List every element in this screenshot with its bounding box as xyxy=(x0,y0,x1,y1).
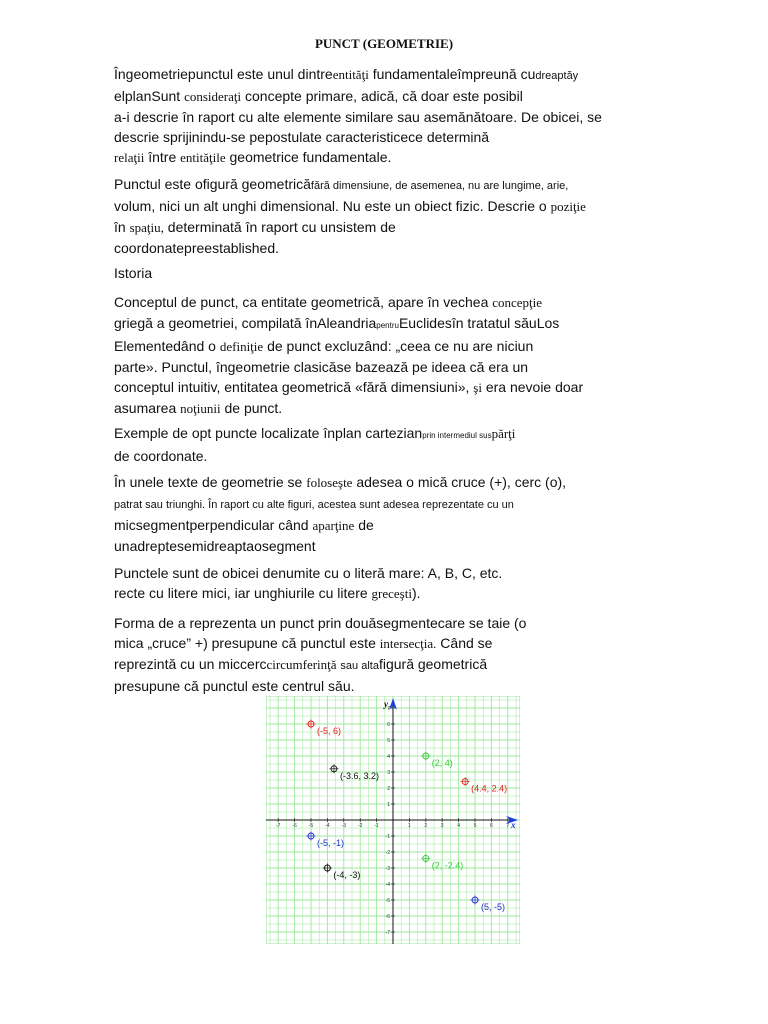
text-run: de xyxy=(354,517,374,533)
text-run: mica „cruce” +) presupune că punctul este xyxy=(114,635,380,651)
data-point-label: (-5, -1) xyxy=(317,838,344,848)
text-run: griegă a geometriei, compilată înAleandria xyxy=(114,315,377,331)
text-run: Când se xyxy=(436,635,493,651)
text-run: entităţi xyxy=(332,67,369,82)
cartesian-plane-chart xyxy=(266,696,520,944)
cartesian-plane-figure xyxy=(266,696,520,944)
text-run: Punctul este ofigură geometrică xyxy=(114,176,311,192)
text-line xyxy=(114,398,644,419)
text-run: concepţie xyxy=(492,295,543,310)
text-line xyxy=(114,536,644,556)
x-axis-label: x xyxy=(511,820,516,830)
y-tick-label: -7 xyxy=(385,930,390,936)
text-line xyxy=(114,174,644,196)
text-line xyxy=(114,472,644,493)
text-line xyxy=(114,127,644,147)
data-point-label: (-4, -3) xyxy=(333,870,361,880)
text-line xyxy=(114,676,644,696)
data-point-label: (5, -5) xyxy=(481,902,506,912)
text-run: era nevoie doar xyxy=(481,379,584,395)
x-tick-label: -4 xyxy=(325,823,330,829)
text-line xyxy=(114,423,644,446)
text-run: descrie sprijinindu-se pepostulate caracteristicece determină xyxy=(114,129,490,145)
text-line xyxy=(114,357,644,377)
text-run: părţi xyxy=(491,426,516,441)
text-run: ). xyxy=(411,585,421,601)
y-tick-label: -5 xyxy=(385,898,390,904)
text-run: pentru xyxy=(376,321,399,330)
text-run: figură geometrică xyxy=(378,656,488,672)
x-tick-label: 6 xyxy=(490,823,493,829)
text-run: între xyxy=(144,149,181,165)
text-run: entităţile xyxy=(180,150,226,165)
text-run: concepte primare, adică, că doar este posibil xyxy=(241,88,523,104)
y-tick-label: 3 xyxy=(387,770,390,776)
x-tick-label: -2 xyxy=(357,823,363,829)
text-run: dreaptăy xyxy=(535,70,579,82)
text-line xyxy=(114,493,644,515)
paragraph-definition xyxy=(114,174,644,258)
text-line xyxy=(114,633,644,654)
text-run: Euclidesîn tratatul săuLos xyxy=(398,315,560,331)
y-tick-label: 6 xyxy=(387,722,390,728)
text-run: asumarea xyxy=(114,400,181,416)
text-run: de punct. xyxy=(220,400,283,416)
text-line xyxy=(114,107,644,127)
text-run: relaţii xyxy=(114,150,145,165)
text-run: definiţie xyxy=(219,339,264,354)
text-line xyxy=(114,64,644,86)
data-point-label: (4.4, 2.4) xyxy=(471,783,508,794)
paragraph-intro xyxy=(114,64,644,168)
data-point-label: (-3.6, 3.2) xyxy=(339,770,379,781)
text-run: Istoria xyxy=(114,265,153,281)
text-run: Forma de a reprezenta un punct prin douăsegmentecare se taie (o xyxy=(114,615,527,631)
y-tick-label: -6 xyxy=(385,914,390,920)
text-line xyxy=(114,515,644,536)
y-tick-label: 2 xyxy=(387,786,390,792)
data-point-label: (2, 4) xyxy=(431,758,453,768)
text-line xyxy=(114,446,644,466)
text-run: Elementedând o xyxy=(114,338,220,354)
text-run: a-i descrie în raport cu alte elemente similare sau asemănătoare. De obicei, se xyxy=(114,109,602,125)
paragraph-naming xyxy=(114,563,644,604)
text-line xyxy=(114,563,644,583)
text-run: Punctele sunt de obicei denumite cu o literă mare: A, B, C, etc. xyxy=(114,565,503,581)
text-run: recte cu litere mici, iar unghiurile cu litere xyxy=(114,585,372,601)
text-run: prin intermediul sus xyxy=(422,431,492,440)
section-heading-history xyxy=(114,263,644,283)
text-run: geometrice fundamentale. xyxy=(225,149,392,165)
x-tick-label: -6 xyxy=(292,823,297,829)
text-run: determinată în raport cu unsistem de xyxy=(163,219,396,235)
text-run: unadreptesemidreaptaosegment xyxy=(114,538,316,554)
text-line xyxy=(114,263,644,283)
text-run: aparţine xyxy=(312,518,355,533)
y-tick-label: -3 xyxy=(385,866,390,872)
text-run: adesea o mică cruce (+), cerc (o), xyxy=(352,474,567,490)
text-run: consideraţi xyxy=(184,89,242,104)
text-run: micsegmentperpendicular când xyxy=(114,517,313,533)
text-run: conceptul intuitiv, entitatea geometrică «fără dimensiuni», xyxy=(114,379,474,395)
paragraph-examples xyxy=(114,423,644,466)
text-line xyxy=(114,377,644,398)
x-tick-label: 3 xyxy=(440,823,444,829)
text-run: în xyxy=(114,219,130,235)
x-tick-label: 4 xyxy=(457,823,460,829)
x-tick-label: -1 xyxy=(374,823,379,829)
data-point-label: (2, -2.4) xyxy=(431,860,464,871)
text-line xyxy=(114,613,644,633)
text-run: Îngeometriepunctul este unul dintre xyxy=(114,66,333,82)
text-line xyxy=(114,654,644,676)
text-run: de coordonate. xyxy=(114,448,208,464)
text-line xyxy=(114,336,644,357)
text-run: sau alta xyxy=(340,660,379,672)
text-line xyxy=(114,217,644,238)
text-line xyxy=(114,583,644,604)
text-run: noţiunii xyxy=(180,401,221,416)
x-tick-label: 1 xyxy=(408,823,411,829)
text-run: presupune că punctul este centrul său. xyxy=(114,678,355,694)
y-tick-label: 5 xyxy=(387,738,390,744)
text-run: patrat sau triunghi. În raport cu alte figuri, acestea sunt adesea reprezentate cu un xyxy=(114,499,514,511)
text-run: fundamentaleîmpreună cu xyxy=(368,66,536,82)
paragraph-history xyxy=(114,292,644,419)
y-tick-label: -4 xyxy=(385,882,390,888)
text-run: elplanSunt xyxy=(114,88,185,104)
x-tick-label: 5 xyxy=(473,823,477,829)
text-run: volum, nici un alt unghi dimensional. Nu este un obiect fizic. Descrie o xyxy=(114,198,551,214)
page-title: PUNCT (GEOMETRIE) xyxy=(314,36,454,51)
text-run: spaţiu, xyxy=(129,220,164,235)
y-tick-label: 1 xyxy=(387,802,390,808)
text-run: greceşti xyxy=(371,586,412,601)
text-line xyxy=(114,86,644,107)
text-run: În unele texte de geometrie se xyxy=(114,474,307,490)
text-run: Conceptul de punct, ca entitate geometrică, apare în vechea xyxy=(114,294,493,310)
y-tick-label: -1 xyxy=(385,834,390,840)
paragraph-representation xyxy=(114,613,644,696)
text-run: poziţie xyxy=(550,199,586,214)
y-tick-label: 7 xyxy=(387,706,390,712)
x-tick-label: -7 xyxy=(275,823,281,829)
text-run: fără dimensiune, de asemenea, nu are lungime, arie, xyxy=(310,180,569,192)
text-run: coordonatepreestablished. xyxy=(114,240,280,256)
text-run: parte». Punctul, îngeometrie clasicăse bazează pe ideea că era un xyxy=(114,359,529,375)
text-run: circumferinţă xyxy=(266,657,337,672)
text-line xyxy=(114,313,644,336)
text-run: de punct excluzând: „ceea ce nu are niciun xyxy=(263,338,534,354)
text-run: intersecţia. xyxy=(379,636,437,651)
paragraph-symbols xyxy=(114,472,644,556)
y-tick-label: -2 xyxy=(385,850,390,856)
text-line xyxy=(114,196,644,217)
text-line xyxy=(114,292,644,313)
x-tick-label: 2 xyxy=(424,823,428,829)
data-point-label: (-5, 6) xyxy=(317,726,342,736)
x-tick-label: -5 xyxy=(308,823,314,829)
y-tick-label: 4 xyxy=(387,754,390,760)
x-tick-label: 7 xyxy=(506,823,510,829)
y-axis-label: y xyxy=(384,699,388,709)
text-run: foloseşte xyxy=(306,475,353,490)
text-line xyxy=(114,147,644,168)
text-line xyxy=(114,238,644,258)
text-run: şi xyxy=(473,380,482,395)
text-run: reprezintă cu un miccerc xyxy=(114,656,267,672)
x-tick-label: -3 xyxy=(341,823,347,829)
text-run: Exemple de opt puncte localizate înplan cartezian xyxy=(114,425,423,441)
